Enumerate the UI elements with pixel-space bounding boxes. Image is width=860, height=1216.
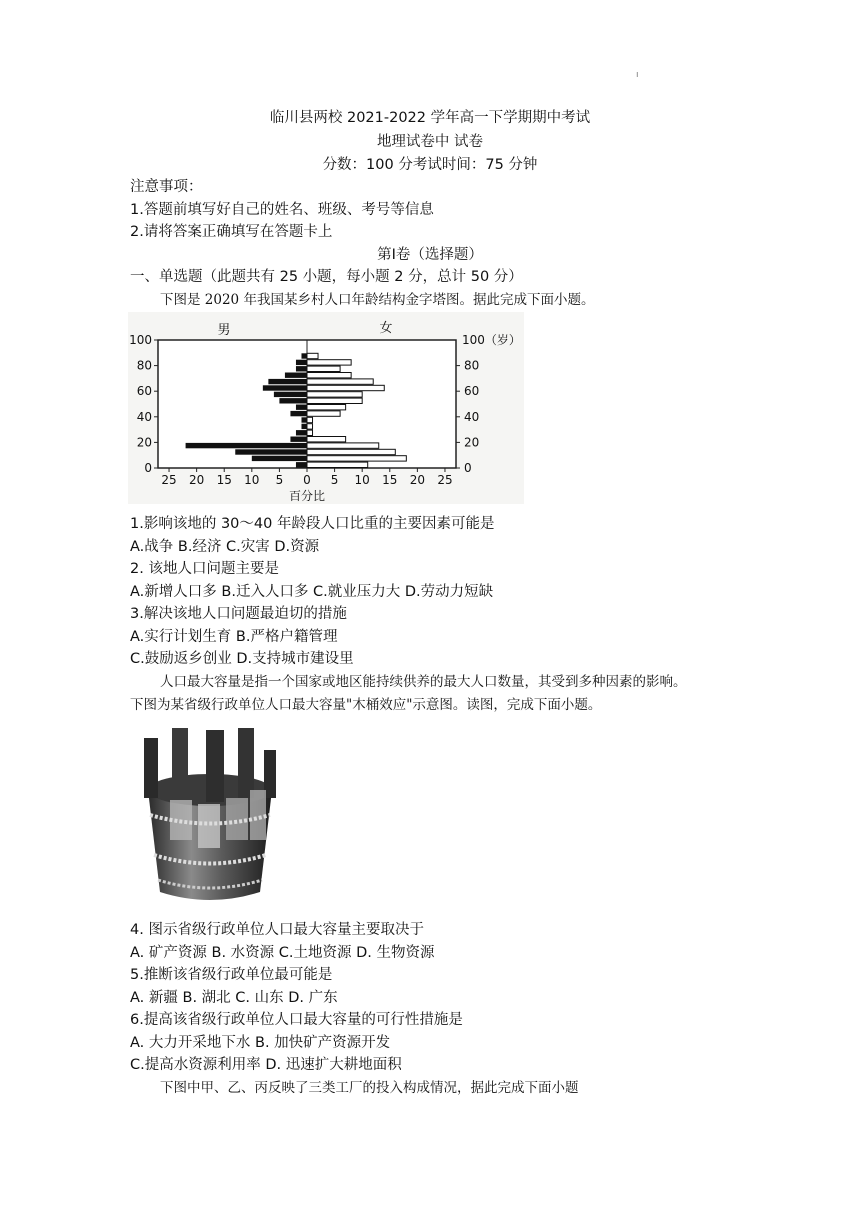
question-3-options: A.实行计划生育 B.严格户籍管理 [130, 629, 338, 645]
population-pyramid-chart [128, 312, 524, 504]
question-6-options: C.提高水资源利用率 D. 迅速扩大耕地面积 [130, 1057, 402, 1073]
female-bar [307, 411, 340, 416]
question-1-options: A.战争 B.经济 C.灾害 D.资源 [130, 539, 320, 555]
female-bar [307, 398, 362, 403]
x-tick-label: 15 [216, 473, 232, 487]
male-bar [301, 417, 307, 422]
x-tick-label: 10 [354, 473, 370, 487]
female-bar [307, 424, 313, 429]
male-bar [235, 449, 307, 454]
note-item: 2.请将答案正确填写在答题卡上 [130, 224, 333, 240]
exam-subtitle: 地理试卷中 试卷 [376, 134, 484, 150]
y-tick-label-right: 80 [464, 358, 480, 373]
volume-heading: 第Ⅰ卷（选择题） [377, 247, 483, 263]
y-tick-label-left: 60 [136, 384, 152, 399]
male-bar [290, 437, 307, 442]
male-bar [296, 405, 307, 410]
notes-heading: 注意事项： [130, 179, 203, 195]
x-tick-label: 25 [437, 473, 453, 487]
x-tick-label: 25 [161, 473, 177, 487]
male-bar [268, 379, 307, 384]
question-6-options: A. 大力开采地下水 B. 加快矿产资源开发 [130, 1035, 391, 1051]
y-tick-label-left: 0 [144, 461, 152, 475]
male-bar [296, 430, 307, 435]
male-label: 男 [217, 323, 231, 338]
x-tick-label: 20 [188, 473, 205, 487]
question-6: 6.提高该省级行政单位人口最大容量的可行性措施是 [130, 1012, 463, 1028]
y-tick-label-right: 20 [464, 435, 480, 450]
female-bar [307, 360, 351, 365]
pyramid-svg [128, 312, 524, 504]
male-bar [279, 398, 307, 403]
female-bar [307, 462, 368, 467]
male-bar [285, 373, 307, 378]
y-tick-label-right: 60 [464, 384, 480, 399]
female-bar [307, 366, 340, 371]
page-mark: ı [636, 70, 639, 80]
male-bar [296, 366, 307, 371]
y-axis-label-right: 100（岁） [462, 333, 521, 347]
note-item: 1.答题前填写好自己的姓名、班级、考号等信息 [130, 202, 434, 218]
female-bar [307, 373, 351, 378]
question-4: 4. 图示省级行政单位人口最大容量主要取决于 [130, 922, 424, 938]
female-bar [307, 443, 379, 448]
y-tick-label-left: 100 [129, 333, 152, 347]
female-bar [307, 456, 406, 461]
question-2: 2. 该地人口问题主要是 [130, 561, 279, 577]
exam-title: 临川县两校 2021-2022 学年高一下学期期中考试 [269, 110, 591, 126]
female-bar [307, 385, 384, 390]
male-bar [301, 353, 307, 358]
intro-capacity: 下图为某省级行政单位人口最大容量"木桶效应"示意图。读图，完成下面小题。 [130, 697, 602, 713]
female-bar [307, 353, 318, 358]
x-axis-label: 百分比 [288, 489, 326, 503]
x-tick-label: 20 [409, 473, 426, 487]
y-tick-label-right: 0 [464, 461, 472, 475]
female-bar [307, 449, 395, 454]
question-5-options: A. 新疆 B. 湖北 C. 山东 D. 广东 [130, 990, 338, 1006]
x-tick-label: 10 [244, 473, 260, 487]
part-heading: 一、单选题（此题共有 25 小题，每小题 2 分，总计 50 分） [130, 269, 523, 285]
question-3-options: C.鼓励返乡创业 D.支持城市建设里 [130, 651, 354, 667]
question-4-options: A. 矿产资源 B. 水资源 C.土地资源 D. 生物资源 [130, 945, 435, 961]
female-bar [307, 437, 346, 442]
x-tick-label: 5 [275, 473, 284, 487]
wooden-bucket-image [130, 720, 290, 908]
x-tick-label: 15 [382, 473, 398, 487]
intro-pyramid: 下图是 2020 年我国某乡村人口年龄结构金字塔图。据此完成下面小题。 [160, 292, 595, 308]
male-bar [301, 424, 307, 429]
male-bar [296, 462, 307, 467]
male-bar [186, 443, 307, 448]
male-bar [252, 456, 307, 461]
question-2-options: A.新增人口多 B.迁入人口多 C.就业压力大 D.劳动力短缺 [130, 584, 494, 600]
y-tick-label-left: 80 [136, 358, 152, 373]
male-bar [274, 392, 307, 397]
y-tick-label-left: 20 [136, 435, 152, 450]
female-bar [307, 405, 346, 410]
question-3: 3.解决该地人口问题最迫切的措施 [130, 606, 347, 622]
question-5: 5.推断该省级行政单位最可能是 [130, 967, 333, 983]
male-bar [296, 360, 307, 365]
x-tick-label: 0 [303, 473, 311, 487]
question-1: 1.影响该地的 30～40 年龄段人口比重的主要因素可能是 [130, 516, 495, 532]
score-time: 分数：100 分考试时间：75 分钟 [322, 157, 538, 173]
x-tick-label: 5 [330, 473, 339, 487]
intro-factories: 下图中甲、乙、丙反映了三类工厂的投入构成情况，据此完成下面小题 [160, 1080, 579, 1096]
male-bar [263, 385, 307, 390]
female-bar [307, 417, 313, 422]
y-tick-label-left: 40 [136, 409, 152, 424]
intro-capacity: 人口最大容量是指一个国家或地区能持续供养的最大人口数量，其受到多种因素的影响。 [160, 674, 687, 690]
y-tick-label-right: 40 [464, 409, 480, 424]
female-label: 女 [379, 321, 393, 336]
male-bar [290, 411, 307, 416]
female-bar [307, 430, 313, 435]
female-bar [307, 392, 362, 397]
female-bar [307, 379, 373, 384]
